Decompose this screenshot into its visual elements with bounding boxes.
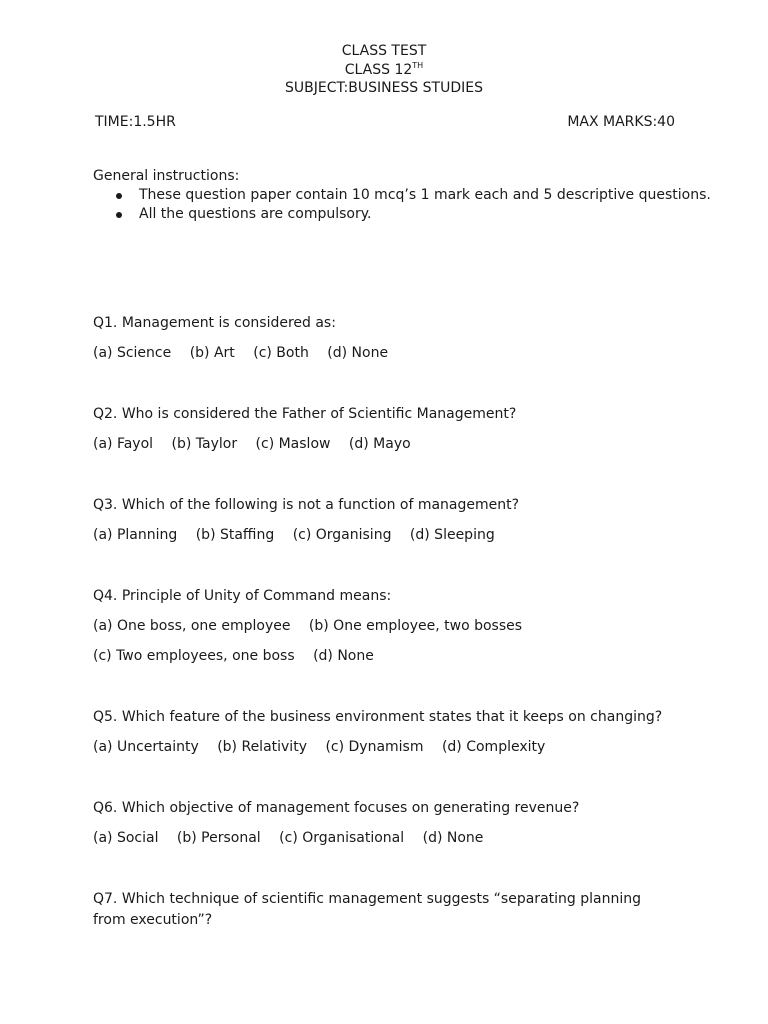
- option-row: [93, 343, 673, 364]
- option-row: [93, 828, 673, 849]
- option-c: (c) Organising: [292, 527, 392, 543]
- instruction-text: These question paper contain 10 mcq’s 1 mark each and 5 descriptive questions.: [139, 187, 711, 203]
- option-c: (c) Organisational: [279, 830, 405, 846]
- option-c: (c) Both: [253, 345, 309, 361]
- option-a: (a) Science: [93, 345, 172, 361]
- option-b: (b) Personal: [176, 830, 261, 846]
- option-c: (c) Two employees, one boss: [93, 648, 295, 664]
- question-3: [93, 495, 673, 546]
- question-4: [93, 586, 673, 667]
- question-text: Q3. Which of the following is not a function of management?: [93, 497, 520, 513]
- general-instructions: [93, 167, 713, 224]
- option-row: [93, 646, 673, 667]
- option-a: (a) Uncertainty: [93, 739, 199, 755]
- option-a: (a) One boss, one employee: [93, 618, 291, 634]
- question-1: [93, 313, 673, 364]
- question-7: [93, 889, 673, 931]
- option-d: (d) Mayo: [348, 436, 411, 452]
- option-row: [93, 525, 673, 546]
- option-c: (c) Dynamism: [325, 739, 424, 755]
- bullet-icon: [116, 212, 122, 218]
- option-a: (a) Fayol: [93, 436, 154, 452]
- option-d: (d) None: [327, 345, 389, 361]
- option-b: (b) One employee, two bosses: [308, 618, 523, 634]
- instructions-list: [93, 186, 713, 224]
- class-label-superscript: TH: [412, 60, 424, 70]
- question-2: [93, 404, 673, 455]
- option-row: [93, 434, 673, 455]
- option-d: (d) Sleeping: [409, 527, 495, 543]
- option-d: (d) None: [313, 648, 374, 664]
- instructions-title: General instructions:: [93, 168, 240, 184]
- question-text: Q2. Who is considered the Father of Scientific Management?: [93, 406, 517, 422]
- instruction-item: [93, 205, 713, 224]
- paper-header: [0, 42, 768, 98]
- time-label: TIME:1.5HR: [95, 114, 176, 130]
- max-marks-label: MAX MARKS:40: [567, 114, 675, 130]
- option-b: (b) Taylor: [171, 436, 238, 452]
- option-a: (a) Planning: [93, 527, 178, 543]
- option-row: [93, 737, 673, 758]
- class-label-main: CLASS 12: [344, 61, 413, 78]
- option-d: (d) Complexity: [441, 739, 546, 755]
- option-c: (c) Maslow: [255, 436, 331, 452]
- question-5: [93, 707, 673, 758]
- class-label: [0, 61, 768, 80]
- question-text: Q4. Principle of Unity of Command means:: [93, 588, 392, 604]
- option-row: [93, 616, 673, 637]
- bullet-icon: [116, 193, 122, 199]
- question-text: Q6. Which objective of management focuses on generating revenue?: [93, 800, 580, 816]
- instruction-text: All the questions are compulsory.: [139, 206, 372, 222]
- option-b: (b) Staffing: [195, 527, 275, 543]
- option-b: (b) Relativity: [217, 739, 307, 755]
- instruction-item: [93, 186, 713, 205]
- option-b: (b) Art: [189, 345, 235, 361]
- option-a: (a) Social: [93, 830, 159, 846]
- question-6: [93, 798, 673, 849]
- question-text: Q7. Which technique of scientific management suggests “separating planning from execution”?: [93, 891, 641, 928]
- question-text: Q1. Management is considered as:: [93, 315, 336, 331]
- question-text: Q5. Which feature of the business environment states that it keeps on changing?: [93, 709, 663, 725]
- option-d: (d) None: [422, 830, 484, 846]
- subject-label: SUBJECT:BUSINESS STUDIES: [285, 80, 483, 96]
- test-title: CLASS TEST: [341, 43, 427, 59]
- meta-row: [95, 114, 675, 130]
